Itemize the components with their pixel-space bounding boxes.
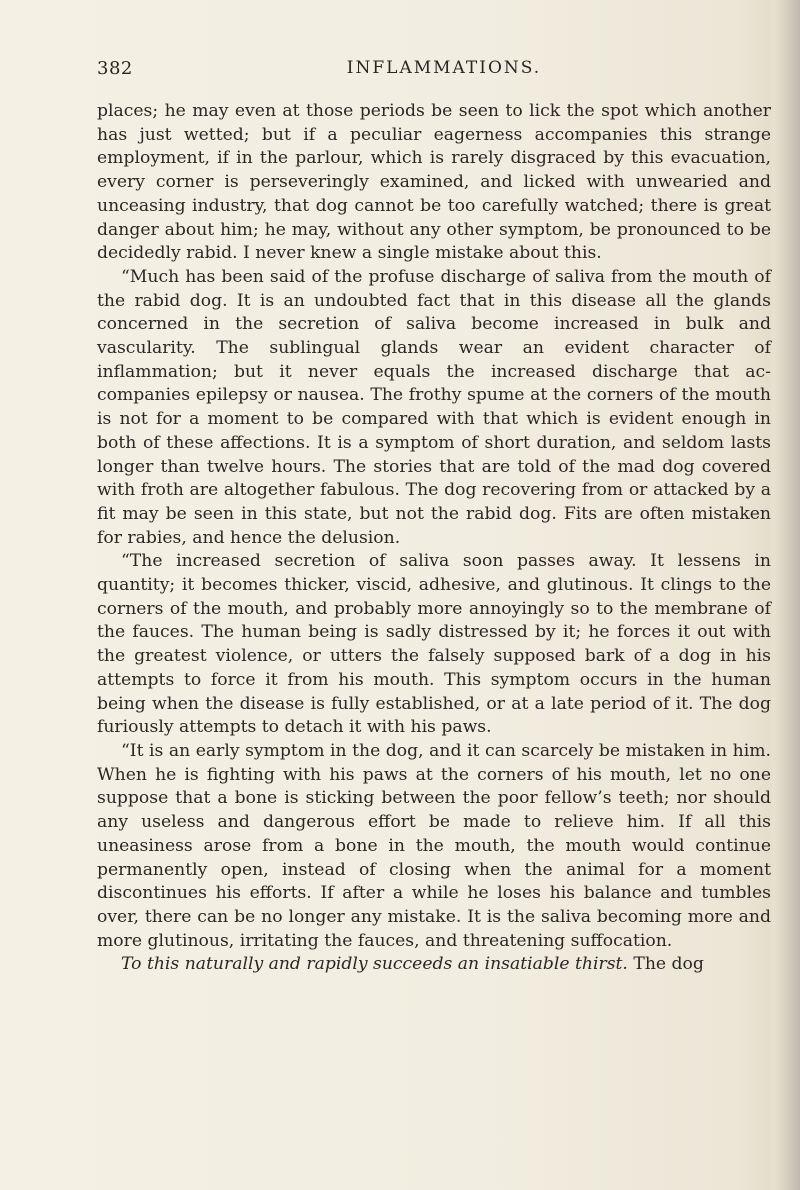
- page-edge-shadow: [774, 0, 800, 1190]
- final-paragraph-rest: The dog: [627, 954, 704, 975]
- running-head: INFLAMMATIONS.: [346, 58, 542, 78]
- body-text: [97, 100, 771, 977]
- paragraph-saliva-discharge: “Much has been said of the profuse discharge of saliva from the mouth of the rabid dog. It is an undoubted fact that in this disease all the glands concerned in the secretion of saliva become increased in bulk and vascularity. The sublingual glands wear an evident character of inflammation; but it never equals the increased discharge that ac- companies epilepsy or nausea. The frothy spume at the corners of the mouth is not for a moment to be compared with that which is evident enough in both of these affections. It is a symptom of short duration, and seldom lasts longer than twelve hours. The stories that are told of the mad dog covered with froth are altogether fabulous. The dog recovering from or attacked by a fit may be seen in this state, but not the rabid dog. Fits are often mistaken for rabies, and hence the delusion.: [97, 266, 771, 548]
- paragraph-early-symptom: “It is an early symptom in the dog, and it can scarcely be mistaken in him. When he is fighting with his paws at the corners of his mouth, let no one suppose that a bone is sticking between the poor fellow’s teeth; nor should any useless and dangerous effort be made to relieve him. If all this uneasiness arose from a bone in the mouth, the mouth would continue permanently open, instead of closing when the animal for a moment discontinues his efforts. If after a while he loses his balance and tumbles over, there can be no longer any mistake. It is the saliva becoming more and more glutinous, irritating the fauces, and threatening suffocation.: [97, 740, 771, 951]
- page-header: [97, 58, 771, 88]
- paragraph-continuation: places; he may even at those periods be seen to lick the spot which another has just wetted; but if a peculiar eagerness accompanies this strange employment, if in the parlour, which is rarely disgraced by this evacuation, every corner is perseveringly examined, and licked with unwearied and unceasing industry, that dog cannot be too carefully watched; there is great danger about him; he may, without any other symptom, be pronounced to be decidedly rabid. I never knew a single mistake about this.: [97, 101, 771, 264]
- page-number: 382: [97, 58, 133, 79]
- paragraph-increased-secretion: “The increased secretion of saliva soon passes away. It lessens in quantity; it becomes thicker, viscid, adhesive, and glutinous. It clings to the corners of the mouth, and probably more annoyingly so to the membrane of the fauces. The human being is sadly distressed by it; he forces it out with the greatest violence, or utters the falsely supposed bark of a dog in his attempts to force it from his mouth. This symptom occurs in the human being when the disease is fully established, or at a late period of it. The dog furiously attempts to detach it with his paws.: [97, 551, 771, 738]
- italic-lead-sentence: To this naturally and rapidly succeeds an insatiable thirst.: [121, 954, 628, 975]
- paragraph-thirst: [97, 953, 771, 977]
